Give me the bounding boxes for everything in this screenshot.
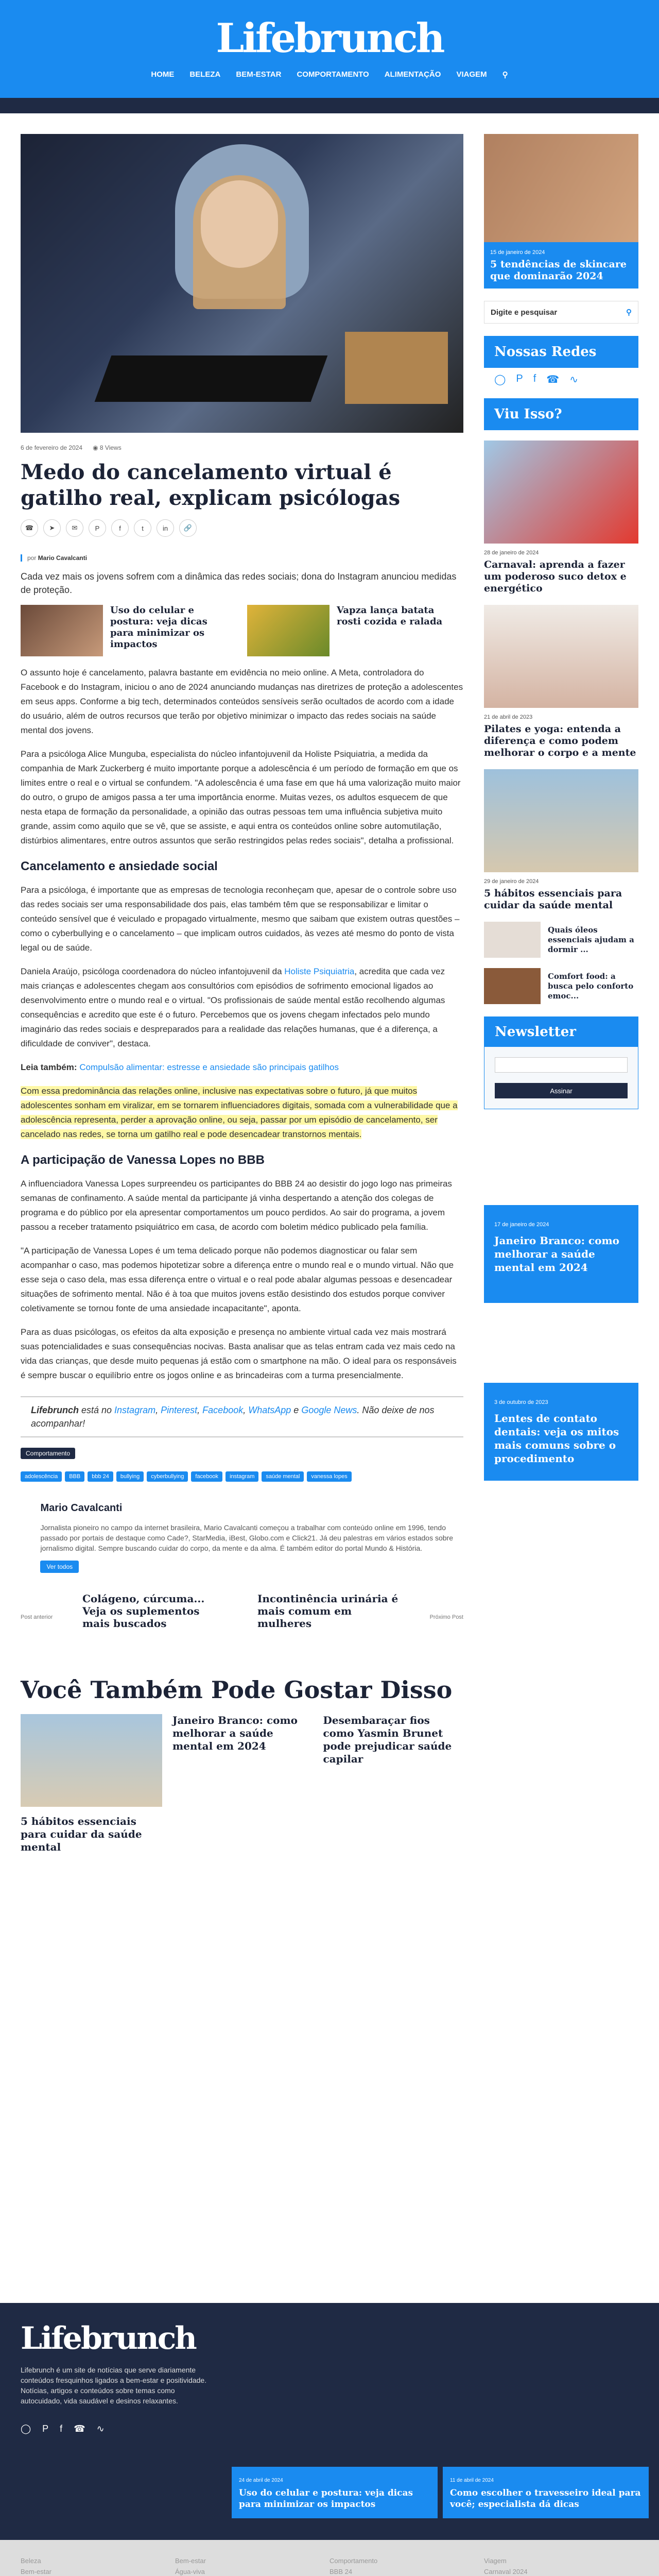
follow-facebook[interactable]: Facebook [202, 1405, 244, 1415]
tag[interactable]: cyberbullying [147, 1471, 188, 1482]
tag[interactable]: vanessa lopes [307, 1471, 351, 1482]
linkedin-share-icon[interactable]: in [157, 519, 174, 537]
pinterest-icon[interactable]: P [516, 373, 523, 384]
author-name[interactable]: Mario Cavalcanti [40, 1502, 123, 1514]
related-item[interactable]: Vapza lança batata rosti cozida e ralada [247, 605, 453, 656]
footer-link[interactable]: Beleza [21, 2557, 41, 2565]
tag[interactable]: adolescência [21, 1471, 62, 1482]
whatsapp-icon[interactable]: ☎ [74, 2424, 85, 2434]
author-box [21, 1502, 463, 1573]
section-heading: A participação de Vanessa Lopes no BBB [21, 1153, 265, 1167]
nav-home[interactable]: HOME [151, 70, 175, 79]
related-thumb [247, 605, 330, 656]
footer-post-card[interactable]: 11 de abril de 2024 Como escolher o travesseiro ideal para você; especialista dá dicas [443, 2467, 649, 2518]
promo-card[interactable]: 15 de janeiro de 2024 5 tendências de skincare que dominarão 2024 [484, 134, 638, 289]
tag[interactable]: bbb 24 [88, 1471, 113, 1482]
holiste-link[interactable]: Holiste Psiquiatria [284, 967, 355, 976]
also-thumb [21, 1714, 162, 1807]
newsletter-widget: Newsletter Assinar [484, 1016, 638, 1109]
tag-list [21, 1471, 463, 1482]
instagram-icon[interactable]: ◯ [21, 2424, 31, 2434]
footer-link[interactable]: Carnaval 2024 [484, 2568, 528, 2575]
paragraph: Daniela Araújo, psicóloga coordenadora do núcleo infantojuvenil da Holiste Psiquiatria, acredita que cada vez mais crianças e adolescentes chegam aos consultórios com episódios de sofrimento emocional ligados ao desenvolvimento entre o mundo real e o virtual. "Os profissionais de saúde mental estão recolhendo algumas consequências e acredito que este é o futuro. Percebemos que os jovens chegam infectados pelo mundo imaginário das redes sociais e despreparados para a realidade das relações humanas, que é a diferença, a dificuldade de conviver", destaca. [21, 967, 445, 1048]
next-post-link[interactable]: Incontinência urinária é mais comum em mulheres [257, 1592, 398, 1630]
views-count: ◉ 8 Views [93, 444, 122, 451]
search-icon[interactable]: ⚲ [502, 71, 508, 79]
email-share-icon[interactable]: ✉ [66, 519, 83, 537]
footer-link[interactable]: Comportamento [330, 2557, 378, 2565]
tag[interactable]: instagram [226, 1471, 258, 1482]
nav-viagem[interactable]: VIAGEM [456, 70, 487, 79]
pinterest-icon[interactable]: P [42, 2424, 49, 2434]
follow-box: Lifebrunch está no Instagram, Pinterest, Facebook, WhatsApp e Google News. Não deixe de nos acompanhar! [21, 1396, 463, 1437]
site-logo[interactable]: Lifebrunch [216, 15, 443, 62]
paragraph: "A participação de Vanessa Lopes é um tema delicado porque não podemos diagnosticar ou falar sem acompanhar o caso, mas podemos hipotetizar sobre a diferença entre o mundo real e o mundo virtual. Não que esse seja o caso dela, mas essa diferença entre o virtual e o real pode abalar algumas pessoas e desencadear situações de sofrimento mental. Não é à toa que muitos jovens estão desistindo dos estudos porque conviver coletivamente se tornou fonte de uma ansiedade incapacitante", aponta. [21, 1246, 454, 1313]
search-icon[interactable]: ⚲ [626, 308, 632, 317]
related-item[interactable]: Uso do celular e postura: veja dicas para minimizar os impactos [21, 605, 227, 656]
copy-link-icon[interactable]: 🔗 [179, 519, 197, 537]
whatsapp-share-icon[interactable]: ☎ [21, 519, 38, 537]
read-also-link[interactable]: Compulsão alimentar: estresse e ansiedade são principais gatilhos [79, 1062, 339, 1072]
follow-whatsapp[interactable]: WhatsApp [248, 1405, 291, 1415]
author-link[interactable]: Mario Cavalcanti [38, 554, 88, 562]
footer-link[interactable]: Água-viva [175, 2568, 205, 2575]
sidebar-feature-card[interactable]: 17 de janeiro de 2024 Janeiro Branco: como melhorar a saúde mental em 2024 [484, 1205, 638, 1303]
header-divider [0, 98, 659, 113]
related-posts [21, 605, 463, 656]
page-title: Medo do cancelamento virtual é gatilho real, explicam psicólogas [21, 460, 401, 510]
rss-icon[interactable]: ∿ [569, 374, 578, 385]
sidebar-feature-card[interactable]: 3 de outubro de 2023 Lentes de contato dentais: veja os mitos mais comuns sobre o procedimento [484, 1383, 638, 1481]
also-card[interactable]: 5 hábitos essenciais para cuidar da saúde mental [21, 1714, 162, 1854]
search-box[interactable] [484, 301, 638, 324]
you-may-also-like [21, 1676, 463, 1854]
paragraph: Para a psicóloga Alice Munguba, especialista do núcleo infantojuvenil da Holiste Psiquiatria, a medida da companhia de Mark Zuckerberg é muito importante porque a adolescência é um período de formação em que os limites entre o real e o virtual se confundem. "A adolescência é uma fase em que há uma valorização muito maior do outro, o grupo de amigos passa a ter uma importância enorme. Muitas vezes, os adultos esquecem de que nesta etapa de formação da personalidade, a opinião das outras pessoas tem uma influência subjetiva muito grande, assim como aquilo que se vê, que se assiste, e aqui entra os conteúdos online sobre automutilação, distúrbios alimentares, entre outros assuntos que serão restringidos pelas redes sociais", detalha a profissional. [21, 749, 461, 845]
main-nav [0, 70, 659, 79]
section-heading: Cancelamento e ansiedade social [21, 859, 218, 873]
article [21, 134, 463, 1854]
sidebar-post[interactable]: 21 de abril de 2023 Pilates e yoga: entenda a diferença e como podem melhorar o corpo e a mente [484, 605, 638, 759]
nav-comportamento[interactable]: COMPORTAMENTO [297, 70, 369, 79]
follow-google-news[interactable]: Google News [301, 1405, 357, 1415]
tag[interactable]: bullying [116, 1471, 144, 1482]
follow-instagram[interactable]: Instagram [114, 1405, 156, 1415]
footer-post-card[interactable]: 24 de abril de 2024 Uso do celular e postura: veja dicas para minimizar os impactos [232, 2467, 438, 2518]
twitter-share-icon[interactable]: t [134, 519, 151, 537]
rss-icon[interactable]: ∿ [96, 2424, 105, 2434]
article-date: 6 de fevereiro de 2024 [21, 444, 83, 451]
author-bio: Jornalista pioneiro no campo da internet brasileira, Mario Cavalcanti começou a trabalhar com conteúdo online em 1996, tendo passado por portais de destaque como Cade?, StarMedia, iBest, Globo.com e Click21. Já deu palestras em vários estados sobre jornalismo digital. Sempre buscando cuidar do corpo, da mente e da alma. É também editor do portal Mundo & História. [40, 1523, 453, 1552]
sidebar-post[interactable]: 29 de janeiro de 2024 5 hábitos essenciais para cuidar da saúde mental [484, 769, 638, 911]
tag[interactable]: saúde mental [262, 1471, 304, 1482]
paragraph: Para as duas psicólogas, os efeitos da alta exposição e presença no ambiente virtual cada vez mais mostrará suas potencialidades e suas consequências nocivas. Basta analisar que as telas entram cada vez mais cedo na vida das crianças, que desde muito pequenas já estão com o smartphone na mão. O ideal para os responsáveis é sempre buscar o equilíbrio entre os jogos online e as brincadeiras com a turma presencialmente. [21, 1327, 457, 1380]
paragraph: O assunto hoje é cancelamento, palavra bastante em evidência no meio online. A Meta, controladora do Facebook e do Instagram, iniciou o ano de 2024 anunciando mudanças nas diretrizes de proteção a adolescentes em seus apps. Conforme a big tech, determinados conteúdos sensíveis serão ocultados de acordo com a idade do usuário, além de outros recursos que terão por objetivo minimizar o impacto das redes sociais na saúde mental dos jovens. [21, 668, 463, 735]
footer-social [21, 2424, 105, 2434]
read-also: Leia também: Compulsão alimentar: estresse e ansiedade são principais gatilhos [21, 1062, 339, 1072]
newsletter-email-field[interactable] [495, 1057, 628, 1073]
site-footer [0, 2303, 659, 2576]
site-header [0, 0, 659, 98]
footer-description: Lifebrunch é um site de notícias que serve diariamente conteúdos fresquinhos ligados a bem-estar e positividade. Notícias, artigos e conteúdos sobre temas como autocuidado, vida saudável e desinos relaxantes. [21, 2366, 207, 2405]
sidebar [484, 134, 638, 1481]
footer-logo[interactable]: Lifebrunch [21, 2320, 196, 2357]
footer-link[interactable]: Viagem [484, 2557, 507, 2565]
facebook-share-icon[interactable]: f [111, 519, 129, 537]
sidebar-post[interactable]: 28 de janeiro de 2024 Carnaval: aprenda a fazer um poderoso suco detox e energético [484, 440, 638, 595]
footer-link[interactable]: Bem-estar [175, 2557, 206, 2565]
post-navigation [21, 1592, 463, 1630]
social-links [484, 373, 638, 386]
tag[interactable]: facebook [191, 1471, 222, 1482]
follow-pinterest[interactable]: Pinterest [161, 1405, 198, 1415]
related-thumb [21, 605, 103, 656]
next-label: Próximo Post [429, 1614, 463, 1620]
also-card[interactable]: Janeiro Branco: como melhorar a saúde mental em 2024 [172, 1714, 298, 1752]
facebook-icon[interactable]: f [60, 2424, 63, 2434]
telegram-share-icon[interactable]: ➤ [43, 519, 61, 537]
nav-beleza[interactable]: BELEZA [189, 70, 221, 79]
mini-post[interactable]: Quais óleos essenciais ajudam a dormir ... [484, 922, 638, 958]
post-thumb [484, 769, 638, 872]
search-input[interactable]: Digite e pesquisar [491, 308, 558, 317]
social-header: Nossas Redes [484, 336, 638, 368]
footer-links [0, 2540, 659, 2576]
facebook-icon[interactable]: f [533, 373, 536, 384]
paragraph: A influenciadora Vanessa Lopes surpreendeu os participantes do BBB 24 ao desistir do jogo logo nas primeiras semanas de confinamento. A saúde mental da participante já vinha despertando a atenção dos colegas de programa e do público por ela apresentar comportamentos um pouco perdidos. Ao sair do programa, a jovem passou a receber tratamento psiquiátrico em casa, de acordo com boletim médico publicado pela família. [21, 1179, 452, 1232]
nav-bem-estar[interactable]: BEM-ESTAR [236, 70, 282, 79]
pinterest-share-icon[interactable]: P [89, 519, 106, 537]
article-lead: Cada vez mais os jovens sofrem com a dinâmica das redes sociais; dona do Instagram anunciou medidas de proteção. [21, 571, 457, 595]
hero-image [21, 134, 463, 433]
share-bar [21, 519, 463, 537]
post-thumb [484, 440, 638, 544]
subscribe-button[interactable]: Assinar [495, 1083, 628, 1098]
paragraph: Para a psicóloga, é importante que as empresas de tecnologia reconheçam que, apesar de o controle sobre uso das redes sociais ser uma responsabilidade dos pais, elas também têm que se responsabilizar e limitar o conteúdo sensível que é veiculado e propagado virtualmente, mesmo que saibam que existem outras questões – como o cyberbullying e o cancelamento – que implicam outros cuidados, às vezes até mesmo do ponto de vista legal ou de saúde. [21, 885, 460, 953]
also-title: Você Também Pode Gostar Disso [21, 1676, 453, 1704]
nav-alimentacao[interactable]: ALIMENTAÇÃO [384, 70, 441, 79]
viu-isso-header: Viu Isso? [484, 398, 638, 430]
tag[interactable]: BBB [65, 1471, 84, 1482]
view-all-button[interactable]: Ver todos [40, 1561, 79, 1573]
article-body [21, 666, 463, 1383]
post-thumb [484, 605, 638, 708]
byline: por Mario Cavalcanti [21, 554, 463, 562]
instagram-icon[interactable]: ◯ [494, 374, 506, 385]
category-badge[interactable]: Comportamento [21, 1448, 75, 1459]
avatar [21, 1502, 25, 1515]
footer-link[interactable]: Bem-estar [21, 2568, 51, 2575]
whatsapp-icon[interactable]: ☎ [546, 374, 560, 385]
highlight-paragraph: Com essa predominância das relações online, inclusive nas expectativas sobre o futuro, já que muitos adolescentes sonham em viralizar, em se tornarem influenciadores digitais, somada com a vulnerabilidade que a adolescência representa, perder a aprovação online, ou seja, passar por um episódio de cancelamento, ser cancelado nas redes, se torna um gatilho real e pode desencadear transtornos mentais. [21, 1086, 458, 1139]
footer-link[interactable]: BBB 24 [330, 2568, 353, 2575]
prev-post-link[interactable]: Colágeno, cúrcuma... Veja os suplementos mais buscados [82, 1592, 205, 1630]
also-card[interactable]: Desembaraçar fios como Yasmin Brunet pode prejudicar saúde capilar [323, 1714, 452, 1765]
mini-post[interactable]: Comfort food: a busca pelo conforto emoc... [484, 968, 638, 1004]
prev-label: Post anterior [21, 1614, 53, 1620]
